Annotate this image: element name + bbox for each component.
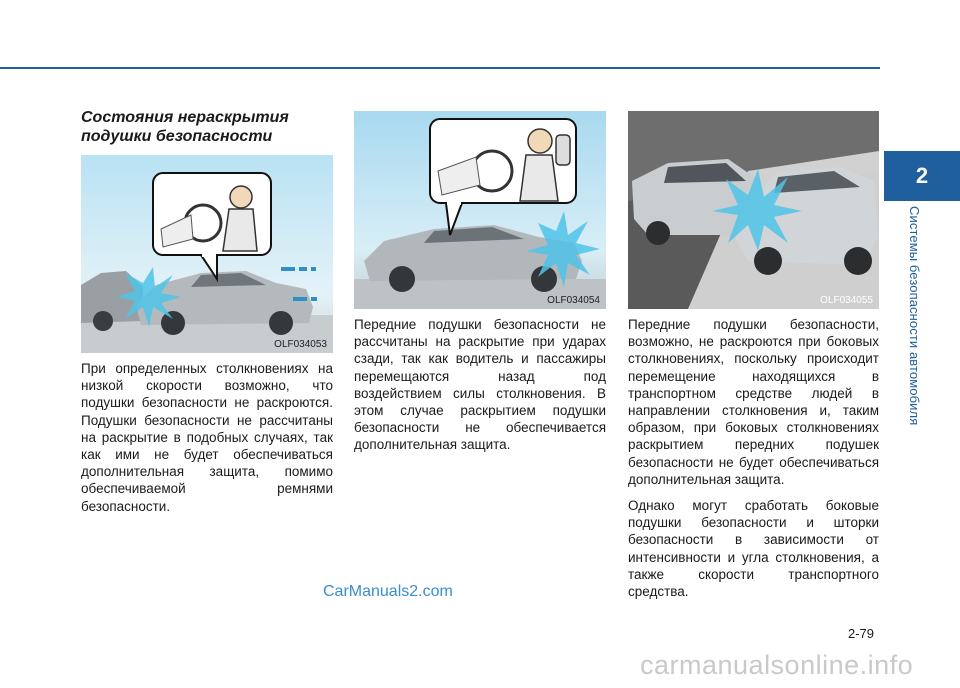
figure-code: OLF034053 (274, 339, 327, 350)
section-title: Состояния нераскрытия подушки безопасности (81, 109, 289, 145)
figure-rear-impact (354, 111, 606, 309)
paragraph-rear-impact: Передние подушки безопасности не рассчитаны на раскрытие при ударах сзади, так как водитель и пассажиры перемещаются назад под воздействием силы столкновения. В этом случае раскрытием подушки безопасности не обеспечивается дополнительная защита. (354, 317, 606, 453)
low-speed-collision-illustration (81, 155, 333, 353)
footer-watermark: carmanualsonline.info (640, 650, 914, 680)
figure-code: OLF034055 (820, 295, 873, 306)
figure-low-speed-collision (81, 155, 333, 353)
header-rule (0, 67, 880, 69)
chapter-number-tab: 2 (884, 151, 960, 201)
paragraph-low-speed: При определенных столкновениях на низкой скорости возможно, что подушки безопасности не раскроются. Подушки безопасности не рассчитаны на раскрытие в подобных случаях, так как ими не будет обеспечиваться дополнительная защита, помимо обеспечиваемой ремнями безопасности. (81, 361, 333, 514)
chapter-title: Системы безопасности автомобиля (907, 206, 922, 426)
watermark-link[interactable]: CarManuals2.com (323, 583, 453, 600)
page-number: 2-79 (848, 626, 875, 641)
rear-impact-illustration (354, 111, 606, 309)
figure-side-impact (628, 111, 879, 309)
figure-code: OLF034054 (547, 295, 600, 306)
paragraph-side-airbags: Однако могут сработать боковые подушки безопасности и шторки безопасности в зависимости от интенсивности и угла столкновения, а также скорости транспортного средства. (628, 498, 879, 600)
paragraph-side-impact: Передние подушки безопасности, возможно, не раскроются при боковых столкновениях, поскольку происходит перемещение находящихся в транспортном средстве людей в направлении столкновения и, таким образом, при боковых столкновениях раскрытием передних подушек безопасности не будет обеспечиваться дополнительная защита. (628, 317, 879, 487)
side-impact-illustration (628, 111, 879, 309)
